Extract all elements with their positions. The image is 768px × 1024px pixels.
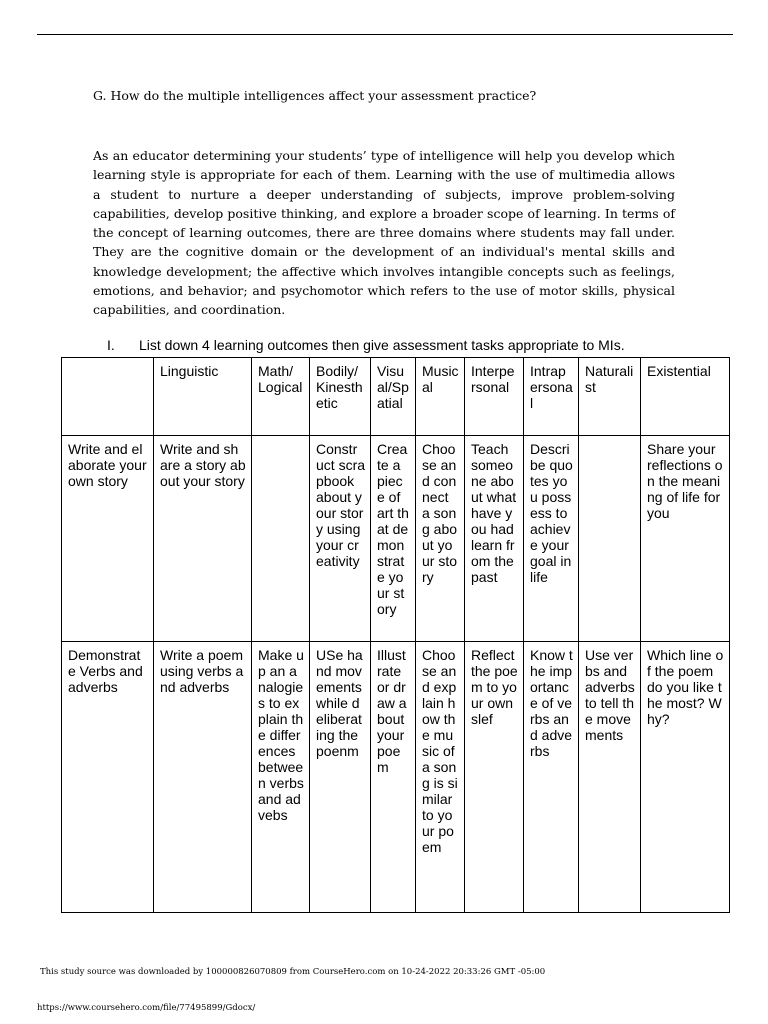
table-cell: Teach someone about what have you had learn from the past <box>465 436 524 642</box>
table-row <box>62 642 730 913</box>
header-cell: Visual/Spatial <box>371 358 416 436</box>
table-cell: Construct scrapbook about your story using your creativity <box>310 436 371 642</box>
table-cell: Know the importance of verbs and adverbs <box>524 642 579 913</box>
header-cell: Existential <box>641 358 730 436</box>
header-cell: Linguistic <box>154 358 252 436</box>
header-cell: Bodily/ Kinesthetic <box>310 358 371 436</box>
download-note: This study source was downloaded by 100000826070809 from CourseHero.com on 10-24-2022 20:33:26 GMT -05:00 <box>40 967 546 977</box>
header-cell: Intrapersonal <box>524 358 579 436</box>
table-cell: Write and elaborate your own story <box>62 436 154 642</box>
table-cell: Demonstrate Verbs and adverbs <box>62 642 154 913</box>
table-cell: Choose and explain how the music of a song is similar to your poem <box>416 642 465 913</box>
table-cell: USe hand movements while deliberating the poenm <box>310 642 371 913</box>
table-row <box>62 436 730 642</box>
header-cell: Math/ Logical <box>252 358 310 436</box>
table-cell: Write a poem using verbs and adverbs <box>154 642 252 913</box>
table-cell: Share your reflections on the meaning of life for you <box>641 436 730 642</box>
table-cell: Reflect the poem to your own slef <box>465 642 524 913</box>
table-cell: Illustrate or draw about your poem <box>371 642 416 913</box>
list-item <box>107 337 625 353</box>
question-heading: G. How do the multiple intelligences affect your assessment practice? <box>93 88 537 103</box>
header-cell: Musical <box>416 358 465 436</box>
top-rule <box>37 34 733 35</box>
table-cell: Create a piece of art that demonstrate your story <box>371 436 416 642</box>
list-item-number: I. <box>107 337 115 353</box>
table-cell: Write and share a story about your story <box>154 436 252 642</box>
header-cell <box>62 358 154 436</box>
header-cell: Naturalist <box>579 358 641 436</box>
header-cell: Interpersonal <box>465 358 524 436</box>
table-cell: Use verbs and adverbs to tell the movements <box>579 642 641 913</box>
table-header-row <box>62 358 730 436</box>
table-cell: Make up an analogies to explain the differences between verbs and advebs <box>252 642 310 913</box>
table-cell: Which line of the poem do you like the most? Why? <box>641 642 730 913</box>
mi-assessment-table <box>61 357 730 913</box>
list-item-text: List down 4 learning outcomes then give assessment tasks appropriate to MIs. <box>139 337 625 353</box>
table-cell: Describe quotes you possess to achieve your goal in life <box>524 436 579 642</box>
table-cell <box>579 436 641 642</box>
table-cell: Choose and connect a song about your story <box>416 436 465 642</box>
answer-paragraph: As an educator determining your students’ type of intelligence will help you develop which learning style is appropriate for each of them. Learning with the use of multimedia allows a student to nurture a deeper understanding of subjects, improve problem-solving capabilities, develop positive thinking, and explore a broader scope of learning. In terms of the concept of learning outcomes, there are three domains where students may fall under. They are the cognitive domain or the development of an individual's mental skills and knowledge development; the affective which involves intangible concepts such as feelings, emotions, and behavior; and psychomotor which refers to the use of motor skills, physical capabilities, and coordination. <box>93 148 675 318</box>
table-cell <box>252 436 310 642</box>
source-url[interactable]: https://www.coursehero.com/file/77495899/Gdocx/ <box>37 1003 256 1013</box>
